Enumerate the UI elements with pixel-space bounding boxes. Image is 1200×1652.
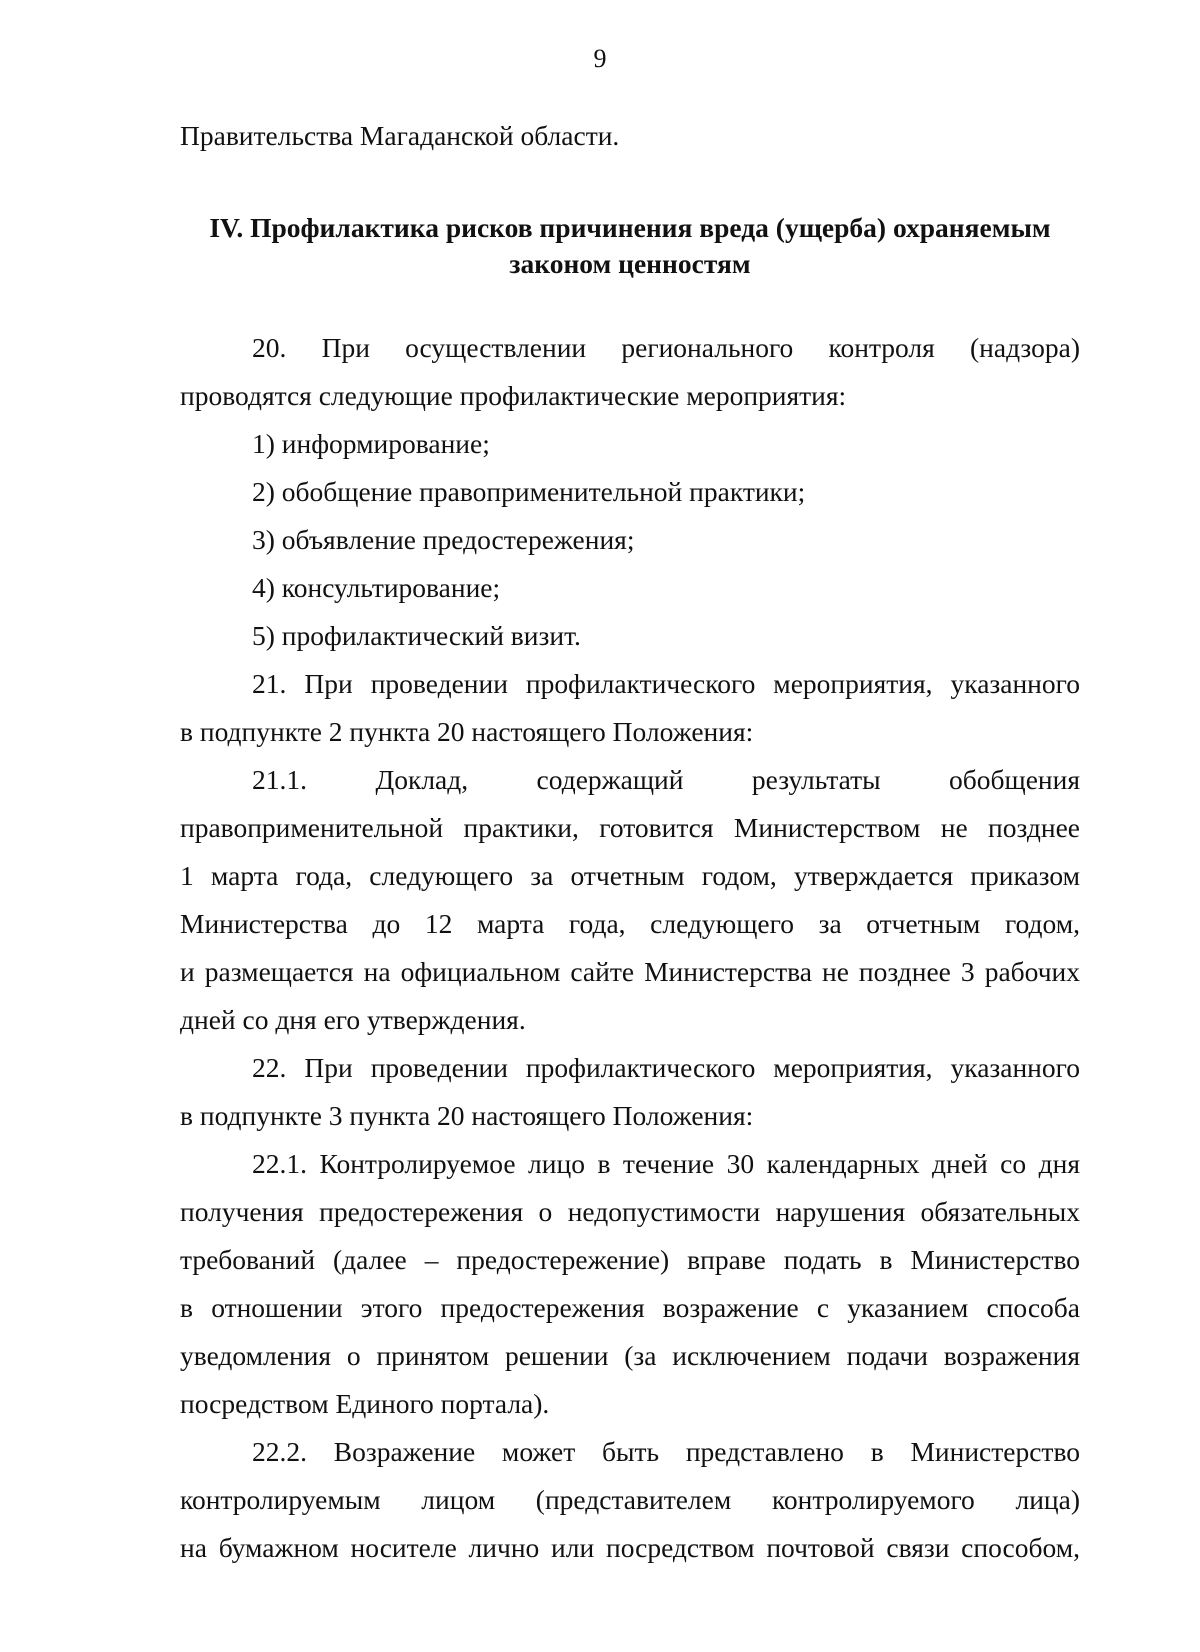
section-heading-line: IV. Профилактика рисков причинения вреда (ущерба) охраняемым (209, 212, 1051, 243)
text-line: Правительства Магаданской области. (180, 120, 620, 151)
section-heading (180, 210, 1080, 282)
page-number: 9 (593, 44, 607, 73)
section-heading-line: законом ценностям (509, 248, 751, 279)
text-line: 22.2. Возражение может быть представлено в Министерство (252, 1436, 1080, 1467)
text-line: 21.1. Доклад, содержащий результаты обобщения (252, 764, 1080, 795)
list-item: 2) обобщение правоприменительной практики; (252, 476, 806, 507)
text-line: 1 марта года, следующего за отчетным годом, утверждается приказом (180, 860, 1080, 891)
list-item: 3) объявление предостережения; (252, 524, 635, 555)
list-item: 1) информирование; (252, 428, 490, 459)
text-line: и размещается на официальном сайте Министерства не позднее 3 рабочих (180, 956, 1080, 987)
text-line: требований (далее – предостережение) вправе подать в Министерство (180, 1244, 1080, 1275)
text-line: получения предостережения о недопустимости нарушения обязательных (180, 1196, 1080, 1227)
text-line: уведомления о принятом решении (за исключением подачи возражения (180, 1340, 1080, 1371)
text-line: в отношении этого предостережения возражение с указанием способа (180, 1292, 1080, 1323)
text-line: контролируемым лицом (представителем контролируемого лица) (180, 1484, 1080, 1515)
text-line: на бумажном носителе лично или посредством почтовой связи способом, (180, 1532, 1080, 1563)
document-body (180, 112, 1080, 1572)
text-line: правоприменительной практики, готовится Министерством не позднее (180, 812, 1080, 843)
text-line: посредством Единого портала). (180, 1388, 550, 1419)
text-line: проводятся следующие профилактические мероприятия: (180, 380, 847, 411)
list-item: 4) консультирование; (252, 572, 501, 603)
text-line: в подпункте 3 пункта 20 настоящего Положения: (180, 1100, 754, 1131)
text-line: 22. При проведении профилактического мероприятия, указанного (252, 1052, 1080, 1083)
text-line: 22.1. Контролируемое лицо в течение 30 календарных дней со дня (252, 1148, 1080, 1179)
text-line: 20. При осуществлении регионального контроля (надзора) (252, 332, 1080, 363)
text-line: дней со дня его утверждения. (180, 1004, 526, 1035)
text-line: 21. При проведении профилактического мероприятия, указанного (252, 668, 1080, 699)
list-item: 5) профилактический визит. (252, 620, 581, 651)
text-line: Министерства до 12 марта года, следующего за отчетным годом, (180, 908, 1080, 939)
text-line: в подпункте 2 пункта 20 настоящего Положения: (180, 716, 754, 747)
